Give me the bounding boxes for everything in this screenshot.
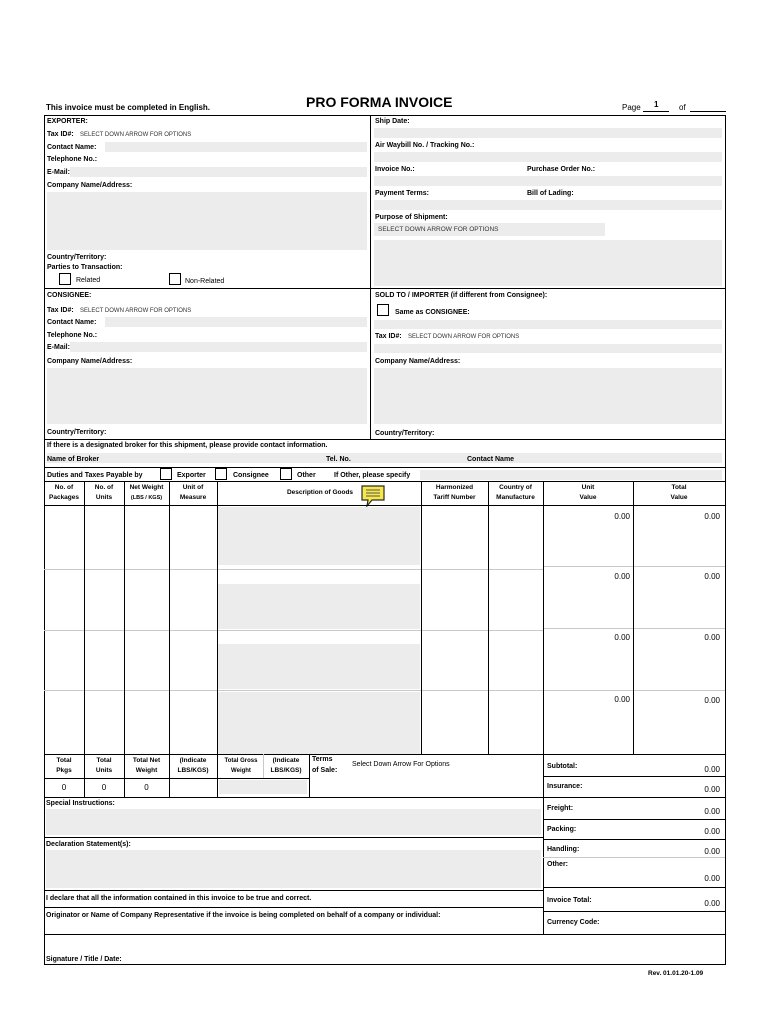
sold-to-company: Company Name/Address:: [375, 358, 461, 365]
col-uom-1: Unit of: [182, 484, 204, 491]
waybill-label: Air Waybill No. / Tracking No.:: [375, 142, 475, 149]
duties-other-label: Other: [297, 472, 316, 479]
total-value-row-2[interactable]: 0.00: [704, 572, 720, 581]
handling-value[interactable]: 0.00: [704, 847, 720, 856]
total-units-value[interactable]: 0: [101, 783, 107, 792]
consignee-contact-name: Contact Name:: [47, 319, 97, 326]
unit-value-row-1[interactable]: 0.00: [614, 512, 630, 521]
duties-other-checkbox[interactable]: [280, 468, 292, 480]
consignee-email-field[interactable]: [70, 342, 367, 352]
exporter-email: E-Mail:: [47, 169, 70, 176]
col-units-2: Units: [95, 494, 113, 501]
col-description: Description of Goods: [286, 489, 354, 496]
exporter-country: Country/Territory:: [47, 254, 107, 261]
non-related-label: Non-Related: [185, 278, 225, 285]
page-number[interactable]: 1: [654, 100, 659, 109]
page-title: PRO FORMA INVOICE: [306, 94, 453, 110]
duties-specify-field[interactable]: [420, 470, 722, 480]
invoice-total-value[interactable]: 0.00: [704, 899, 720, 908]
packing-label: Packing:: [547, 826, 577, 833]
col-packages-1: No. of: [54, 484, 74, 491]
duties-consignee-label: Consignee: [233, 472, 269, 479]
bill-of-lading-label: Bill of Lading:: [527, 190, 574, 197]
exporter-address-field[interactable]: [47, 192, 367, 250]
consignee-telephone: Telephone No.:: [47, 332, 98, 339]
exporter-contact-name: Contact Name:: [47, 144, 97, 151]
description-field-2[interactable]: [218, 584, 420, 629]
total-pkgs-value[interactable]: 0: [61, 783, 67, 792]
total-value-row-1[interactable]: 0.00: [704, 512, 720, 521]
declaration-label: Declaration Statement(s):: [46, 841, 131, 848]
col-packages-2: Packages: [49, 494, 79, 501]
invoice-no-label: Invoice No.:: [375, 166, 415, 173]
total-gross-weight-field[interactable]: [219, 780, 307, 794]
unit-value-row-3[interactable]: 0.00: [614, 633, 630, 642]
sold-to-tax-id-select[interactable]: SELECT DOWN ARROW FOR OPTIONS: [408, 334, 520, 340]
purpose-select-value: SELECT DOWN ARROW FOR OPTIONS: [378, 226, 499, 233]
indicate-gross-1: (Indicate: [272, 757, 300, 764]
related-label: Related: [76, 277, 101, 284]
consignee-tax-id-select[interactable]: SELECT DOWN ARROW FOR OPTIONS: [80, 308, 192, 314]
col-hts-2: Tariff Number: [433, 494, 476, 501]
consignee-heading: CONSIGNEE:: [47, 292, 92, 299]
non-related-checkbox[interactable]: [169, 273, 181, 285]
subtotal-value[interactable]: 0.00: [704, 765, 720, 774]
waybill-field[interactable]: [374, 152, 722, 162]
exporter-tax-id-select[interactable]: SELECT DOWN ARROW FOR OPTIONS: [80, 132, 192, 138]
sold-to-contact-field[interactable]: [374, 320, 722, 329]
total-units-2: Units: [95, 767, 113, 774]
parties-label: Parties to Transaction:: [47, 264, 123, 271]
duties-label: Duties and Taxes Payable by: [47, 472, 143, 479]
subtotal-label: Subtotal:: [547, 763, 578, 770]
other-label: Other:: [547, 861, 568, 868]
col-units-1: No. of: [94, 484, 114, 491]
other-value[interactable]: 0.00: [704, 874, 720, 883]
total-net-2: Weight: [135, 767, 158, 774]
sold-to-country: Country/Territory:: [375, 430, 435, 437]
total-net-1: Total Net: [132, 757, 161, 764]
english-notice: This invoice must be completed in English.: [46, 103, 211, 112]
exporter-heading: EXPORTER:: [47, 118, 88, 125]
col-unit-value-1: Unit: [581, 484, 595, 491]
terms-of-sale-select[interactable]: Select Down Arrow For Options: [352, 761, 450, 768]
col-hts-1: Harmonized: [435, 484, 474, 491]
consignee-company: Company Name/Address:: [47, 358, 133, 365]
declare-statement: I declare that all the information contained in this invoice to be true and correct.: [46, 895, 312, 902]
currency-code-label: Currency Code:: [547, 919, 600, 926]
exporter-tax-id-label: Tax ID#:: [47, 131, 74, 138]
col-total-value-2: Value: [670, 494, 688, 501]
col-uom-2: Measure: [179, 494, 207, 501]
exporter-contact-field[interactable]: [105, 142, 367, 152]
col-total-value-1: Total: [671, 484, 687, 491]
same-as-consignee-checkbox[interactable]: [377, 304, 389, 316]
insurance-label: Insurance:: [547, 783, 583, 790]
broker-note: If there is a designated broker for this shipment, please provide contact information.: [47, 442, 328, 449]
col-coo-2: Manufacture: [496, 494, 535, 501]
indicate-net-1: (Indicate: [179, 757, 207, 764]
sold-to-tax-id-label: Tax ID#:: [375, 333, 402, 340]
sold-to-email-field[interactable]: [374, 344, 722, 353]
payment-terms-field[interactable]: [374, 200, 722, 210]
total-value-row-4[interactable]: 0.00: [704, 696, 720, 705]
broker-tel-label: Tel. No.: [326, 456, 351, 463]
packing-value[interactable]: 0.00: [704, 827, 720, 836]
broker-contact-label: Contact Name: [467, 456, 515, 463]
duties-exporter-label: Exporter: [177, 472, 206, 479]
shipment-notes-field[interactable]: [374, 240, 722, 286]
sold-to-heading: SOLD TO / IMPORTER (if different from Consignee):: [375, 292, 548, 299]
freight-label: Freight:: [547, 805, 574, 812]
broker-field[interactable]: [47, 453, 722, 463]
originator-label: Originator or Name of Company Representative if the invoice is being completed on behalf of a company or individual:: [46, 912, 441, 919]
same-as-consignee-label: Same as CONSIGNEE:: [395, 309, 470, 316]
duties-specify-label: If Other, please specify: [334, 472, 411, 479]
page-label: Page: [622, 103, 641, 112]
ship-date-field[interactable]: [374, 128, 722, 138]
description-field-3[interactable]: [218, 644, 420, 689]
insurance-value[interactable]: 0.00: [704, 785, 720, 794]
of-label: of: [679, 103, 686, 112]
unit-value-row-2[interactable]: 0.00: [614, 572, 630, 581]
signature-label: Signature / Title / Date:: [46, 956, 122, 963]
invoice-total-label: Invoice Total:: [547, 897, 592, 904]
total-gross-2: Weight: [231, 768, 251, 774]
indicate-gross-2: LBS/KGS): [270, 767, 302, 774]
broker-name-label: Name of Broker: [47, 456, 100, 463]
sold-to-address-field[interactable]: [374, 368, 722, 424]
total-pkgs-2: Pkgs: [56, 767, 72, 774]
invoice-po-field[interactable]: [374, 176, 722, 186]
total-units-1: Total: [96, 757, 112, 764]
indicate-net-2: LBS/KGS): [177, 767, 209, 774]
terms-of-sale-2: of Sale:: [312, 767, 338, 774]
freight-value[interactable]: 0.00: [704, 807, 720, 816]
declaration-field[interactable]: [46, 850, 541, 888]
consignee-address-field[interactable]: [47, 368, 367, 424]
unit-value-row-4[interactable]: 0.00: [614, 695, 630, 704]
consignee-country: Country/Territory:: [47, 429, 107, 436]
related-checkbox[interactable]: [59, 273, 71, 285]
revision-label: Rev. 01.01.20-1.09: [648, 970, 704, 977]
payment-terms-label: Payment Terms:: [375, 190, 429, 197]
consignee-tax-id-label: Tax ID#:: [47, 307, 74, 314]
special-instructions-label: Special Instructions:: [46, 800, 115, 807]
handling-label: Handling:: [547, 846, 580, 853]
col-net-1: Net Weight: [129, 484, 164, 491]
ship-date-label: Ship Date:: [375, 118, 410, 125]
terms-of-sale-1: Terms: [312, 756, 333, 763]
col-net-2: (LBS / KGS): [130, 495, 163, 501]
duties-exporter-checkbox[interactable]: [160, 468, 172, 480]
col-unit-value-2: Value: [579, 494, 597, 501]
po-no-label: Purchase Order No.:: [527, 166, 596, 173]
total-gross-1: Total Gross: [224, 758, 258, 764]
exporter-company: Company Name/Address:: [47, 182, 133, 189]
total-pkgs-1: Total: [56, 757, 72, 764]
special-instructions-field[interactable]: [46, 809, 541, 835]
duties-consignee-checkbox[interactable]: [215, 468, 227, 480]
consignee-email: E-Mail:: [47, 344, 70, 351]
consignee-contact-field[interactable]: [105, 317, 367, 327]
description-field-1[interactable]: [218, 507, 420, 565]
total-value-row-3[interactable]: 0.00: [704, 633, 720, 642]
purpose-label: Purpose of Shipment:: [375, 214, 448, 221]
exporter-email-field[interactable]: [70, 167, 367, 177]
total-net-weight-value[interactable]: 0: [144, 783, 149, 792]
exporter-telephone: Telephone No.:: [47, 156, 98, 163]
col-coo-1: Country of: [499, 484, 532, 491]
description-field-4[interactable]: [218, 692, 420, 754]
